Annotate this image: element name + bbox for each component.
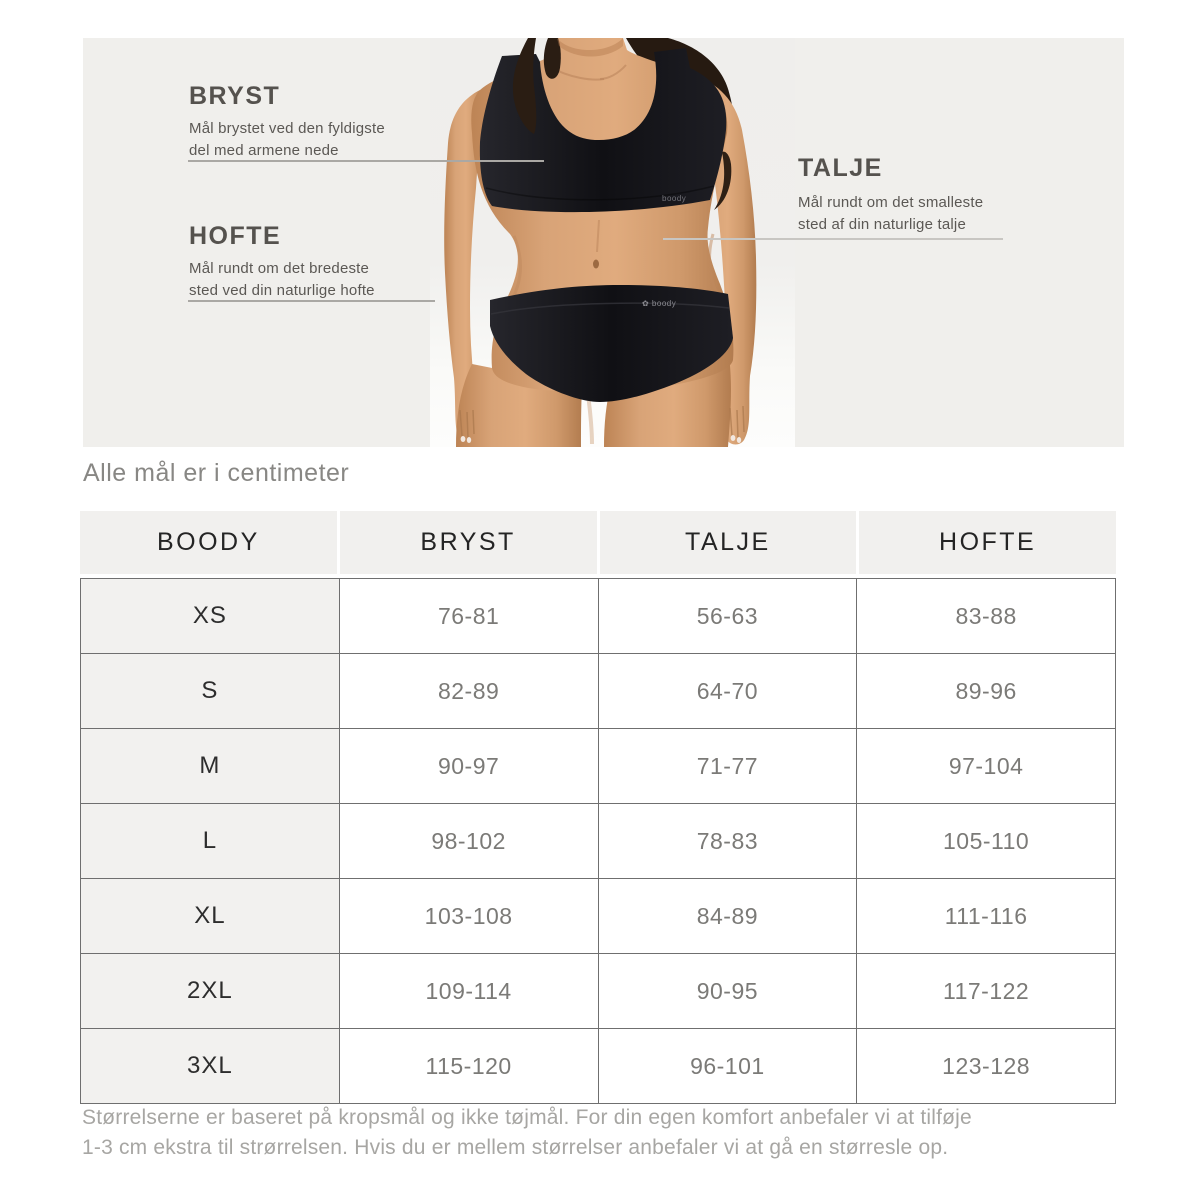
talje-cell: 78-83	[598, 804, 857, 879]
talje-desc-line1: Mål rundt om det smalleste	[798, 194, 984, 211]
bryst-measure-line	[188, 160, 544, 162]
model-photo	[430, 38, 795, 447]
size-cell: XS	[81, 579, 340, 654]
measurement-panel	[83, 38, 1124, 447]
talje-desc-line2: sted af din naturlige talje	[798, 216, 967, 233]
talje-cell: 84-89	[598, 879, 857, 954]
size-table	[80, 578, 1116, 1104]
talje-annotation-title: TALJE	[798, 154, 883, 182]
sizing-disclaimer	[82, 1103, 1132, 1163]
bryst-cell: 76-81	[339, 579, 598, 654]
model-figure-illustration	[430, 38, 795, 447]
bryst-cell: 98-102	[339, 804, 598, 879]
hofte-cell: 111-116	[857, 879, 1116, 954]
bryst-desc-line2: del med armene nede	[189, 142, 339, 159]
hofte-cell: 117-122	[857, 954, 1116, 1029]
bryst-cell: 103-108	[339, 879, 598, 954]
talje-measure-line	[663, 238, 1003, 240]
header-talje: TALJE	[600, 511, 857, 574]
table-row	[81, 1029, 1116, 1104]
header-boody: BOODY	[80, 511, 337, 574]
bryst-annotation-desc	[189, 118, 385, 162]
size-table-header	[80, 511, 1116, 574]
hofte-cell: 83-88	[857, 579, 1116, 654]
size-cell: XL	[81, 879, 340, 954]
nail	[461, 436, 466, 442]
bryst-cell: 82-89	[339, 654, 598, 729]
bryst-annotation-title: BRYST	[189, 82, 281, 110]
size-cell: M	[81, 729, 340, 804]
size-cell: 3XL	[81, 1029, 340, 1104]
talje-cell: 64-70	[598, 654, 857, 729]
table-row	[81, 879, 1116, 954]
nail	[467, 437, 471, 443]
nail	[737, 437, 741, 443]
bryst-cell: 90-97	[339, 729, 598, 804]
size-cell: L	[81, 804, 340, 879]
talje-cell: 56-63	[598, 579, 857, 654]
hofte-annotation-title: HOFTE	[189, 222, 282, 250]
hofte-cell: 105-110	[857, 804, 1116, 879]
bryst-cell: 115-120	[339, 1029, 598, 1104]
table-row	[81, 804, 1116, 879]
hofte-measure-line	[188, 300, 435, 302]
table-row	[81, 954, 1116, 1029]
size-cell: 2XL	[81, 954, 340, 1029]
hofte-annotation-desc	[189, 258, 375, 302]
units-note: Alle mål er i centimeter	[83, 459, 350, 487]
talje-cell: 90-95	[598, 954, 857, 1029]
table-row	[81, 654, 1116, 729]
talje-cell: 96-101	[598, 1029, 857, 1104]
bryst-desc-line1: Mål brystet ved den fyldigste	[189, 120, 385, 137]
bra-logo: boody	[662, 194, 687, 203]
hofte-cell: 89-96	[857, 654, 1116, 729]
hofte-cell: 97-104	[857, 729, 1116, 804]
table-row	[81, 579, 1116, 654]
disclaimer-line2: 1-3 cm ekstra til strørrelsen. Hvis du er mellem størrelser anbefaler vi at gå en størresle op.	[82, 1136, 949, 1159]
header-hofte: HOFTE	[859, 511, 1116, 574]
hofte-desc-line2: sted ved din naturlige hofte	[189, 282, 375, 299]
bryst-cell: 109-114	[339, 954, 598, 1029]
header-bryst: BRYST	[340, 511, 597, 574]
size-cell: S	[81, 654, 340, 729]
hofte-desc-line1: Mål rundt om det bredeste	[189, 260, 370, 277]
hair-front-left-thin	[544, 38, 561, 79]
talje-cell: 71-77	[598, 729, 857, 804]
hofte-cell: 123-128	[857, 1029, 1116, 1104]
table-row	[81, 729, 1116, 804]
navel	[593, 260, 599, 269]
briefs-logo: ✿ boody	[642, 299, 677, 308]
nail	[731, 435, 736, 441]
talje-annotation-desc	[798, 192, 983, 236]
disclaimer-line1: Størrelserne er baseret på kropsmål og ikke tøjmål. For din egen komfort anbefaler vi at tilføje	[82, 1106, 972, 1129]
